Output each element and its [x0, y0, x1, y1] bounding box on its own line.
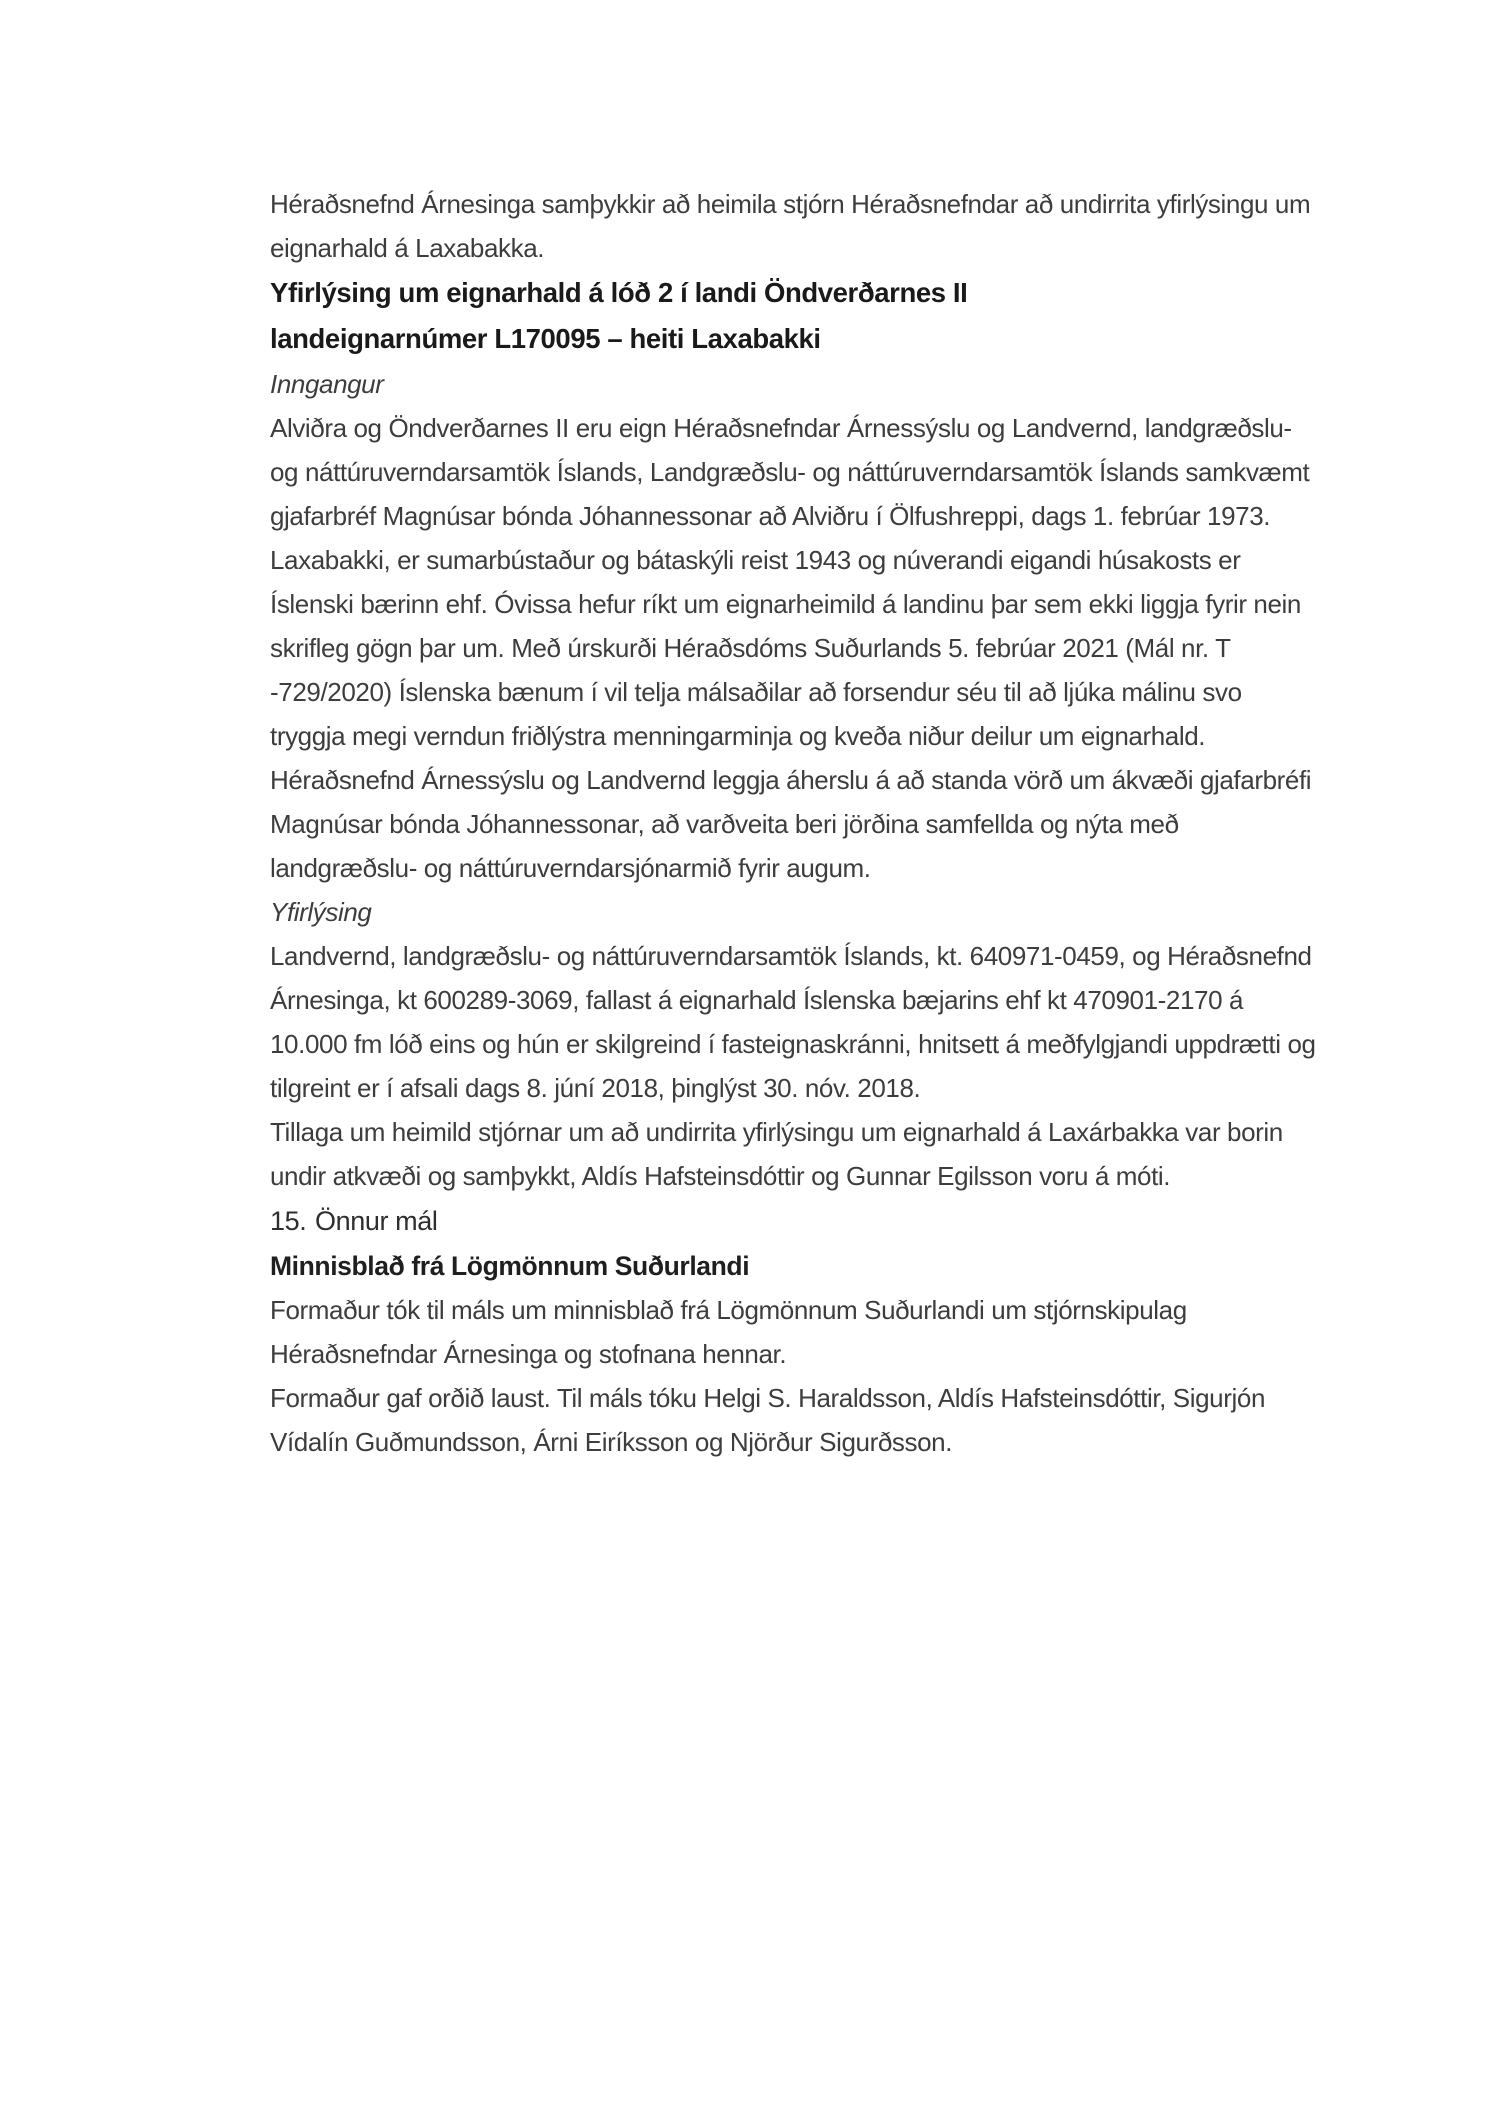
- document-content: [270, 182, 1320, 1464]
- section-heading-yfirlysing: Yfirlýsing: [270, 897, 372, 927]
- paragraph-declaration-terms: Landvernd, landgræðslu- og náttúruverndarsamtök Íslands, kt. 640971-0459, og Héraðsnefnd Árnesinga, kt 600289-3069, fallast á eignarhald Íslenska bæjarins ehf kt 470901-2170 á 10.000 fm lóð eins og hún er skilgreind í fasteignaskránni, hnitsett á meðfylgjandi uppdrætti og tilgreint er í afsali dags 8. júní 2018, þinglýst 30. nóv. 2018.: [270, 941, 1316, 1103]
- paragraph-gift-deed-emphasis: Héraðsnefnd Árnessýslu og Landvernd leggja áherslu á að standa vörð um ákvæði gjafarbréfi Magnúsar bónda Jóhannessonar, að varðveita beri jörðina samfellda og nýta með landgræðslu- og náttúruverndarsjónarmið fyrir augum.: [270, 765, 1312, 883]
- paragraph-vote-result: Tillaga um heimild stjórnar um að undirrita yfirlýsingu um eignarhald á Laxárbakka var borin undir atkvæði og samþykkt, Aldís Hafsteinsdóttir og Gunnar Egilsson voru á móti.: [270, 1117, 1283, 1191]
- paragraph-memo-speakers: Formaður gaf orðið laust. Til máls tóku Helgi S. Haraldsson, Aldís Hafsteinsdóttir, Sigurjón Vídalín Guðmundsson, Árni Eiríksson og Njörður Sigurðsson.: [270, 1383, 1265, 1457]
- declaration-title: [270, 270, 1320, 362]
- declaration-title-line2: landeignarnúmer L170095 – heiti Laxabakki: [270, 323, 821, 354]
- agenda-item-number: 15.: [270, 1206, 307, 1236]
- paragraph-alvidra-ownership: Alviðra og Öndverðarnes II eru eign Héraðsnefndar Árnessýslu og Landvernd, landgræðslu- og náttúruverndarsamtök Íslands, Landgræðslu- og náttúruverndarsamtök Íslands samkvæmt gjafarbréf Magnúsar bónda Jóhannessonar að Alviðru í Ölfushreppi, dags 1. febrúar 1973.: [270, 413, 1310, 531]
- section-heading-inngangur: Inngangur: [270, 369, 384, 399]
- intro-paragraph: Héraðsnefnd Árnesinga samþykkir að heimila stjórn Héraðsnefndar að undirrita yfirlýsingu um eignarhald á Laxabakka.: [270, 189, 1311, 263]
- agenda-item-title: Önnur mál: [315, 1206, 438, 1236]
- memo-heading: Minnisblað frá Lögmönnum Suðurlandi: [270, 1251, 750, 1281]
- agenda-item-15: [270, 1198, 1320, 1244]
- declaration-title-line1: Yfirlýsing um eignarhald á lóð 2 í landi Öndverðarnes II: [270, 277, 968, 308]
- paragraph-laxabakki-history: Laxabakki, er sumarbústaður og bátaskýli reist 1943 og núverandi eigandi húsakosts er Íslenski bærinn ehf. Óvissa hefur ríkt um eignarheimild á landinu þar sem ekki liggja fyrir nein skrifleg gögn þar um. Með úrskurði Héraðsdóms Suðurlands 5. febrúar 2021 (Mál nr. T -729/2020) Íslenska bænum í vil telja málsaðilar að forsendur séu til að ljúka málinu svo tryggja megi verndun friðlýstra menningarminja og kveða niður deilur um eignarhald.: [270, 545, 1301, 751]
- paragraph-memo-intro: Formaður tók til máls um minnisblað frá Lögmönnum Suðurlandi um stjórnskipulag Héraðsnefndar Árnesinga og stofnana hennar.: [270, 1295, 1187, 1369]
